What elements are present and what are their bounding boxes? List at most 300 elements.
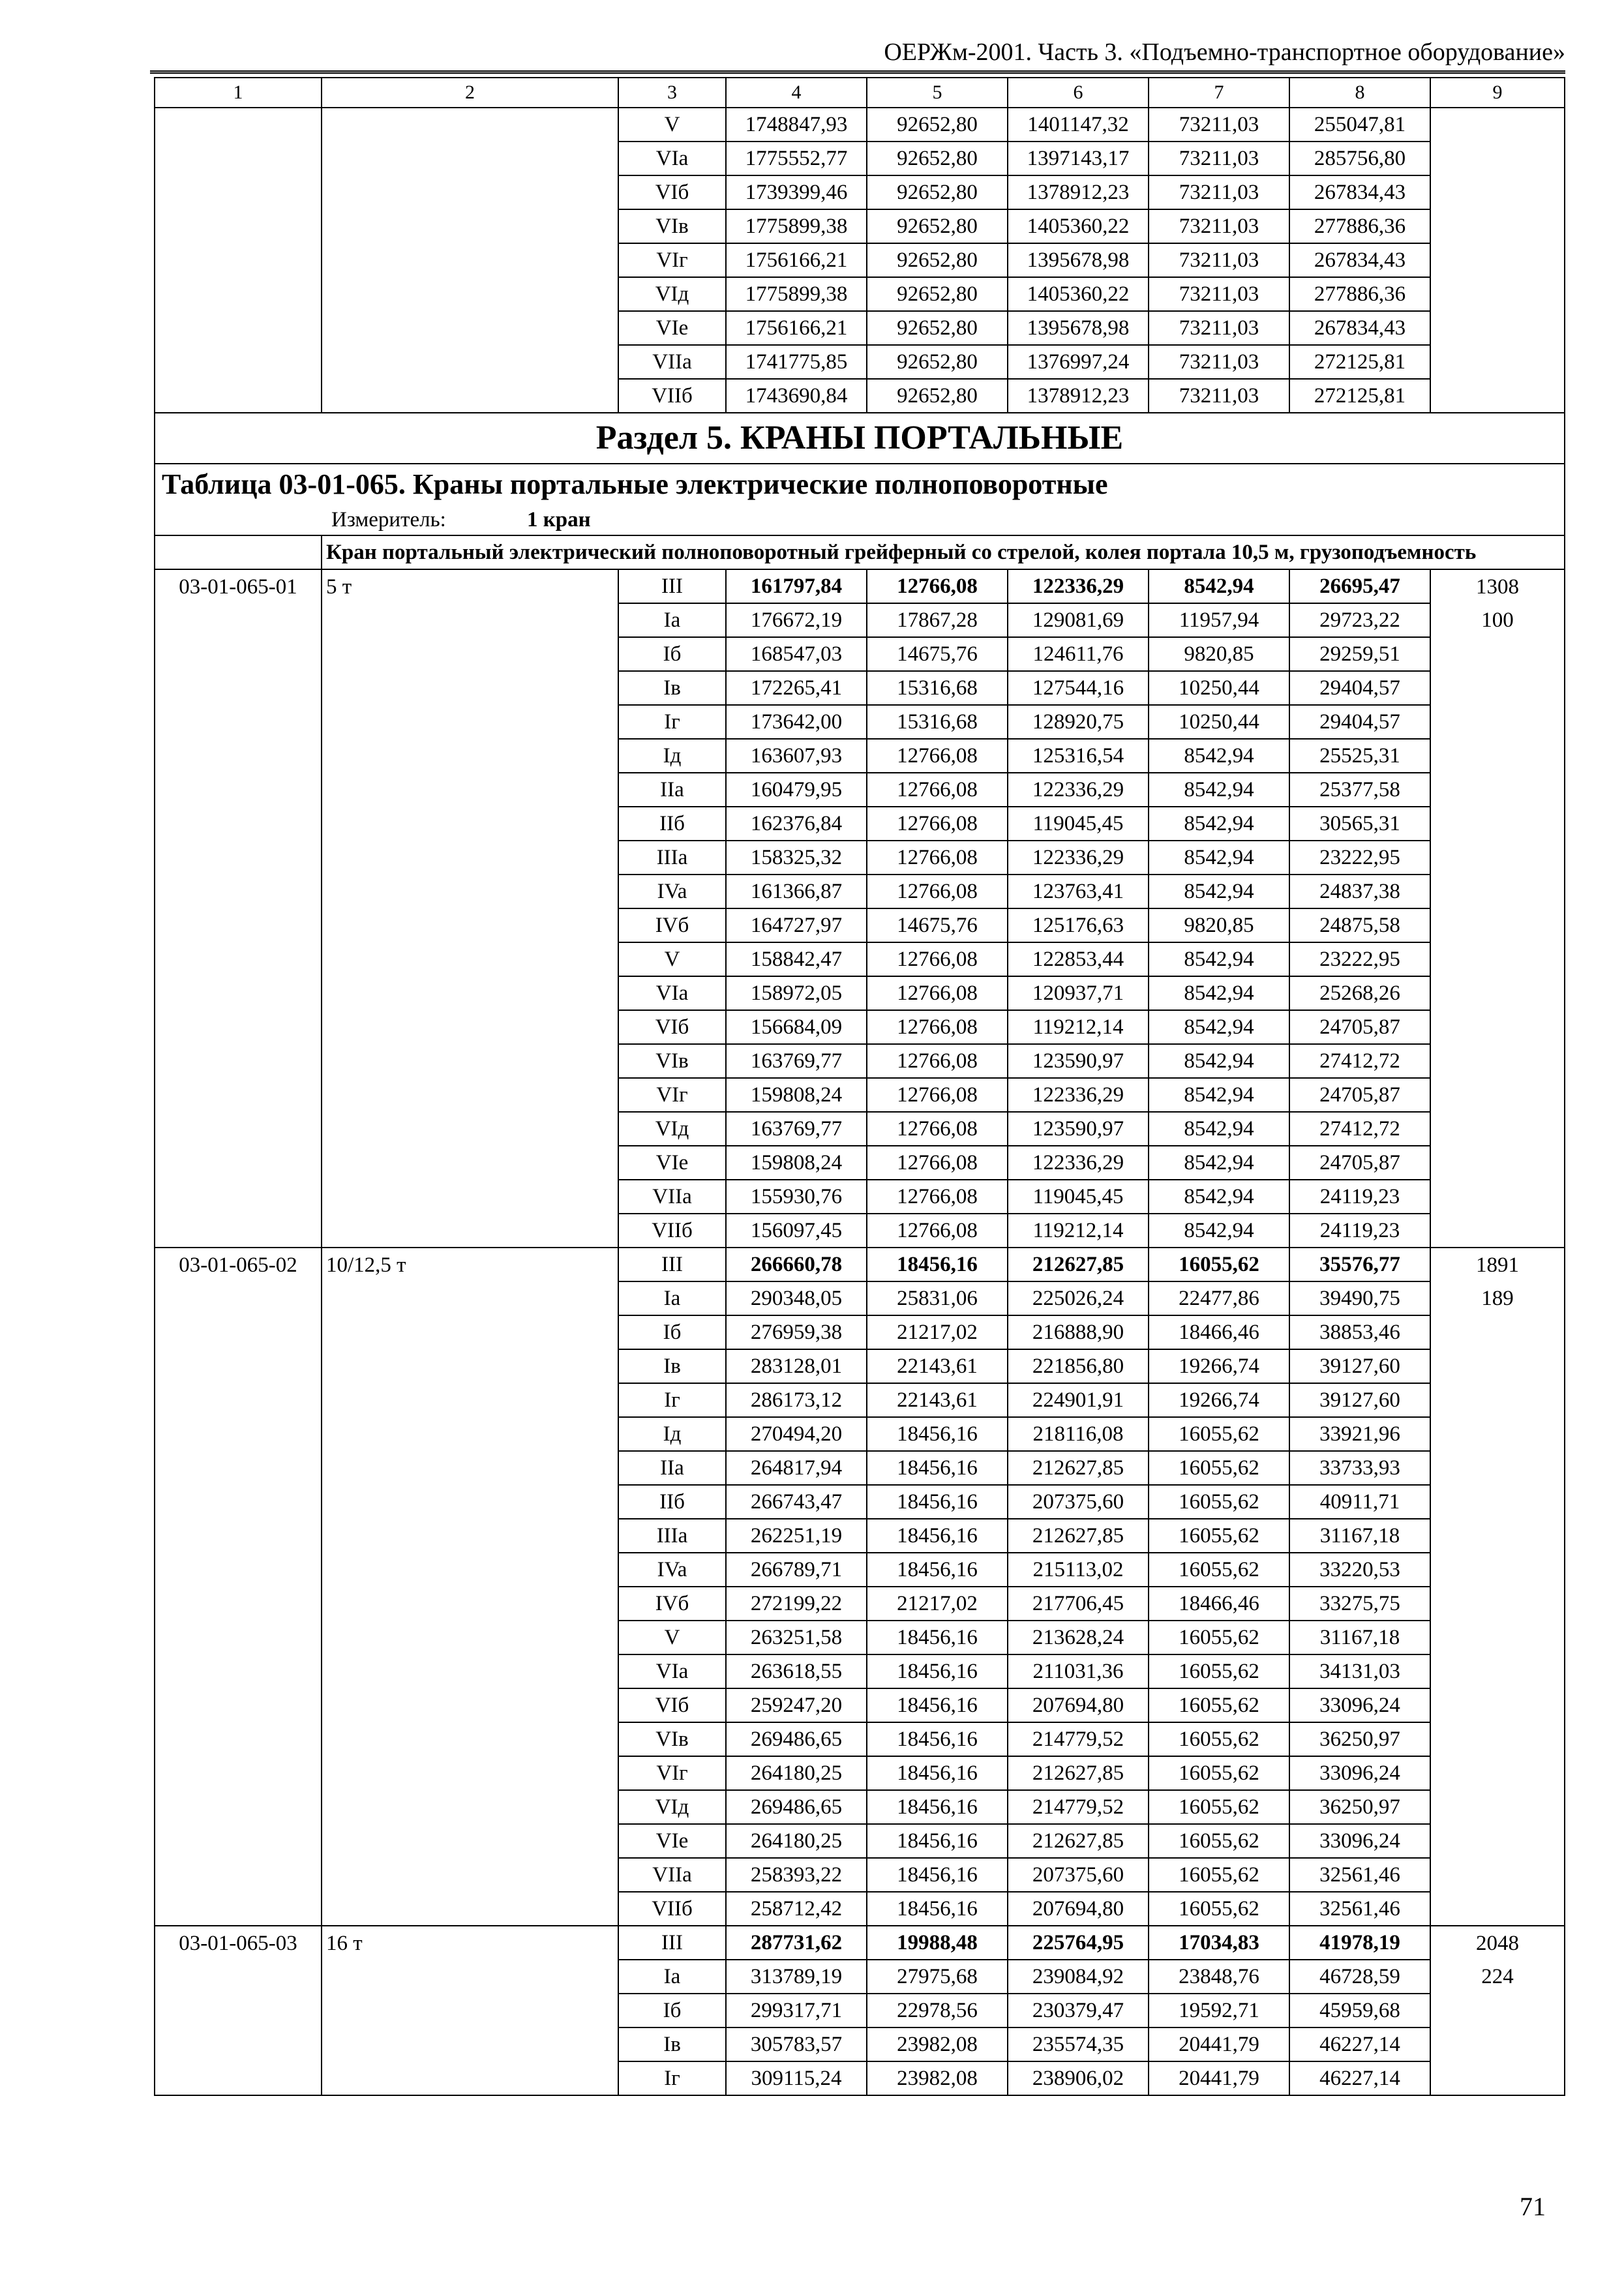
value-cell: 18466,46 bbox=[1149, 1587, 1289, 1621]
value-cell: 16055,62 bbox=[1149, 1790, 1289, 1824]
value-cell: 119212,14 bbox=[1008, 1010, 1149, 1044]
code-cell bbox=[155, 942, 322, 976]
value-cell: 9820,85 bbox=[1149, 908, 1289, 942]
value-cell: 73211,03 bbox=[1149, 142, 1289, 175]
value-cell: 19592,71 bbox=[1149, 1994, 1289, 2027]
code-cell bbox=[155, 1281, 322, 1315]
table-row bbox=[155, 1621, 1565, 1654]
code-cell bbox=[155, 705, 322, 739]
value-cell: 18456,16 bbox=[867, 1722, 1008, 1756]
value-cell: 164727,97 bbox=[726, 908, 867, 942]
value-cell: 215113,02 bbox=[1008, 1553, 1149, 1587]
zone-cell: VIв bbox=[618, 1722, 726, 1756]
value-cell: 305783,57 bbox=[726, 2027, 867, 2061]
value-cell: 16055,62 bbox=[1149, 1553, 1289, 1587]
value-cell: 235574,35 bbox=[1008, 2027, 1149, 2061]
table-row bbox=[155, 1485, 1565, 1519]
value-cell: 18456,16 bbox=[867, 1621, 1008, 1654]
name-cell bbox=[322, 807, 618, 841]
extra-cell bbox=[1430, 875, 1565, 908]
value-cell: 16055,62 bbox=[1149, 1824, 1289, 1858]
value-cell: 309115,24 bbox=[726, 2061, 867, 2095]
column-number: 4 bbox=[726, 78, 867, 108]
zone-cell: IVб bbox=[618, 1587, 726, 1621]
code-cell bbox=[155, 311, 322, 345]
value-cell: 156097,45 bbox=[726, 1214, 867, 1248]
value-cell: 1395678,98 bbox=[1008, 243, 1149, 277]
extra-cell bbox=[1430, 1112, 1565, 1146]
value-cell: 22143,61 bbox=[867, 1349, 1008, 1383]
value-cell: 12766,08 bbox=[867, 807, 1008, 841]
value-cell: 73211,03 bbox=[1149, 277, 1289, 311]
code-cell bbox=[155, 1858, 322, 1892]
extra-cell bbox=[1430, 1824, 1565, 1858]
table-row bbox=[155, 976, 1565, 1010]
value-cell: 25268,26 bbox=[1289, 976, 1430, 1010]
extra-cell bbox=[1430, 1553, 1565, 1587]
name-cell bbox=[322, 705, 618, 739]
value-cell: 270494,20 bbox=[726, 1417, 867, 1451]
section-row bbox=[155, 413, 1565, 464]
zone-cell: VIIa bbox=[618, 345, 726, 379]
name-cell bbox=[322, 379, 618, 413]
value-cell: 92652,80 bbox=[867, 345, 1008, 379]
name-cell bbox=[322, 1688, 618, 1722]
value-cell: 12766,08 bbox=[867, 1044, 1008, 1078]
value-cell: 24119,23 bbox=[1289, 1180, 1430, 1214]
name-cell bbox=[322, 908, 618, 942]
value-cell: 8542,94 bbox=[1149, 1112, 1289, 1146]
extra-cell bbox=[1430, 807, 1565, 841]
name-cell bbox=[322, 1824, 618, 1858]
code-cell bbox=[155, 976, 322, 1010]
value-cell: 18456,16 bbox=[867, 1688, 1008, 1722]
extra-cell bbox=[1430, 345, 1565, 379]
extra-cell bbox=[1430, 942, 1565, 976]
value-cell: 264180,25 bbox=[726, 1824, 867, 1858]
value-cell: 18456,16 bbox=[867, 1248, 1008, 1281]
value-cell: 92652,80 bbox=[867, 311, 1008, 345]
table-row bbox=[155, 1451, 1565, 1485]
value-cell: 23982,08 bbox=[867, 2027, 1008, 2061]
value-cell: 269486,65 bbox=[726, 1722, 867, 1756]
value-cell: 225764,95 bbox=[1008, 1926, 1149, 1960]
name-cell bbox=[322, 1960, 618, 1994]
code-cell bbox=[155, 671, 322, 705]
value-cell: 262251,19 bbox=[726, 1519, 867, 1553]
name-cell bbox=[322, 175, 618, 209]
value-cell: 272199,22 bbox=[726, 1587, 867, 1621]
value-cell: 313789,19 bbox=[726, 1960, 867, 1994]
code-cell bbox=[155, 1994, 322, 2027]
value-cell: 224901,91 bbox=[1008, 1383, 1149, 1417]
value-cell: 92652,80 bbox=[867, 243, 1008, 277]
value-cell: 20441,79 bbox=[1149, 2027, 1289, 2061]
value-cell: 124611,76 bbox=[1008, 637, 1149, 671]
extra-cell bbox=[1430, 1858, 1565, 1892]
column-number: 3 bbox=[618, 78, 726, 108]
code-cell bbox=[155, 1485, 322, 1519]
name-cell bbox=[322, 1756, 618, 1790]
value-cell: 16055,62 bbox=[1149, 1485, 1289, 1519]
value-cell: 290348,05 bbox=[726, 1281, 867, 1315]
table-row bbox=[155, 603, 1565, 637]
value-cell: 73211,03 bbox=[1149, 379, 1289, 413]
value-cell: 1405360,22 bbox=[1008, 277, 1149, 311]
name-cell bbox=[322, 841, 618, 875]
value-cell: 38853,46 bbox=[1289, 1315, 1430, 1349]
code-cell bbox=[155, 1451, 322, 1485]
zone-cell: VIг bbox=[618, 1756, 726, 1790]
value-cell: 12766,08 bbox=[867, 1146, 1008, 1180]
value-cell: 22477,86 bbox=[1149, 1281, 1289, 1315]
value-cell: 24875,58 bbox=[1289, 908, 1430, 942]
value-cell: 277886,36 bbox=[1289, 277, 1430, 311]
name-cell: 16 т bbox=[322, 1926, 618, 1960]
value-cell: 12766,08 bbox=[867, 739, 1008, 773]
zone-cell: VIд bbox=[618, 1112, 726, 1146]
value-cell: 17867,28 bbox=[867, 603, 1008, 637]
value-cell: 45959,68 bbox=[1289, 1994, 1430, 2027]
value-cell: 1741775,85 bbox=[726, 345, 867, 379]
zone-cell: VIд bbox=[618, 1790, 726, 1824]
name-cell bbox=[322, 1044, 618, 1078]
value-cell: 266789,71 bbox=[726, 1553, 867, 1587]
value-cell: 27412,72 bbox=[1289, 1112, 1430, 1146]
extra-cell: 2048 bbox=[1430, 1926, 1565, 1960]
value-cell: 73211,03 bbox=[1149, 345, 1289, 379]
value-cell: 24705,87 bbox=[1289, 1010, 1430, 1044]
zone-cell: Ia bbox=[618, 1281, 726, 1315]
code-cell bbox=[155, 1383, 322, 1417]
value-cell: 159808,24 bbox=[726, 1078, 867, 1112]
zone-cell: VIa bbox=[618, 1654, 726, 1688]
value-cell: 122336,29 bbox=[1008, 773, 1149, 807]
extra-cell bbox=[1430, 1417, 1565, 1451]
value-cell: 92652,80 bbox=[867, 379, 1008, 413]
value-cell: 1775552,77 bbox=[726, 142, 867, 175]
table-row bbox=[155, 1383, 1565, 1417]
column-number: 1 bbox=[155, 78, 322, 108]
code-cell bbox=[155, 1315, 322, 1349]
value-cell: 73211,03 bbox=[1149, 175, 1289, 209]
value-cell: 15316,68 bbox=[867, 671, 1008, 705]
value-cell: 18456,16 bbox=[867, 1417, 1008, 1451]
value-cell: 163607,93 bbox=[726, 739, 867, 773]
zone-cell: VIв bbox=[618, 209, 726, 243]
value-cell: 168547,03 bbox=[726, 637, 867, 671]
value-cell: 40911,71 bbox=[1289, 1485, 1430, 1519]
table-row bbox=[155, 739, 1565, 773]
name-cell bbox=[322, 1519, 618, 1553]
name-cell bbox=[322, 2061, 618, 2095]
code-cell: 03-01-065-03 bbox=[155, 1926, 322, 1960]
value-cell: 12766,08 bbox=[867, 875, 1008, 908]
value-cell: 160479,95 bbox=[726, 773, 867, 807]
zone-cell: IIa bbox=[618, 773, 726, 807]
page-number: 71 bbox=[1520, 2192, 1546, 2221]
table-row bbox=[155, 1349, 1565, 1383]
value-cell: 1405360,22 bbox=[1008, 209, 1149, 243]
value-cell: 23982,08 bbox=[867, 2061, 1008, 2095]
zone-cell: Iд bbox=[618, 1417, 726, 1451]
name-cell bbox=[322, 1281, 618, 1315]
table-row bbox=[155, 1044, 1565, 1078]
value-cell: 123763,41 bbox=[1008, 875, 1149, 908]
value-cell: 46728,59 bbox=[1289, 1960, 1430, 1994]
zone-cell: VIe bbox=[618, 311, 726, 345]
value-cell: 73211,03 bbox=[1149, 243, 1289, 277]
extra-cell: 224 bbox=[1430, 1960, 1565, 1994]
value-cell: 18456,16 bbox=[867, 1654, 1008, 1688]
extra-cell bbox=[1430, 1451, 1565, 1485]
value-cell: 18456,16 bbox=[867, 1790, 1008, 1824]
value-cell: 207375,60 bbox=[1008, 1858, 1149, 1892]
table-title-row bbox=[155, 464, 1565, 505]
name-cell bbox=[322, 1722, 618, 1756]
zone-cell: Iг bbox=[618, 2061, 726, 2095]
value-cell: 122336,29 bbox=[1008, 1078, 1149, 1112]
value-cell: 15316,68 bbox=[867, 705, 1008, 739]
extra-cell: 189 bbox=[1430, 1281, 1565, 1315]
value-cell: 24119,23 bbox=[1289, 1214, 1430, 1248]
extra-cell bbox=[1430, 908, 1565, 942]
zone-cell: IIIa bbox=[618, 841, 726, 875]
code-cell bbox=[155, 2061, 322, 2095]
name-cell bbox=[322, 942, 618, 976]
extra-cell bbox=[1430, 841, 1565, 875]
zone-cell: VIIб bbox=[618, 379, 726, 413]
value-cell: 266743,47 bbox=[726, 1485, 867, 1519]
table-row bbox=[155, 671, 1565, 705]
column-number: 8 bbox=[1289, 78, 1430, 108]
extra-cell bbox=[1430, 1010, 1565, 1044]
value-cell: 19266,74 bbox=[1149, 1383, 1289, 1417]
name-cell bbox=[322, 1383, 618, 1417]
name-cell bbox=[322, 209, 618, 243]
code-cell bbox=[155, 908, 322, 942]
zone-cell: VIд bbox=[618, 277, 726, 311]
value-cell: 8542,94 bbox=[1149, 739, 1289, 773]
value-cell: 1378912,23 bbox=[1008, 175, 1149, 209]
table-row bbox=[155, 1994, 1565, 2027]
code-cell bbox=[155, 1519, 322, 1553]
name-cell bbox=[322, 1112, 618, 1146]
value-cell: 218116,08 bbox=[1008, 1417, 1149, 1451]
table-row bbox=[155, 1756, 1565, 1790]
code-cell bbox=[155, 1587, 322, 1621]
value-cell: 125316,54 bbox=[1008, 739, 1149, 773]
name-cell bbox=[322, 1485, 618, 1519]
table-row bbox=[155, 569, 1565, 603]
zone-cell: VIв bbox=[618, 1044, 726, 1078]
name-cell bbox=[322, 311, 618, 345]
value-cell: 8542,94 bbox=[1149, 1010, 1289, 1044]
extra-cell bbox=[1430, 1383, 1565, 1417]
zone-cell: Ia bbox=[618, 1960, 726, 1994]
value-cell: 16055,62 bbox=[1149, 1621, 1289, 1654]
value-cell: 156684,09 bbox=[726, 1010, 867, 1044]
zone-cell: IVa bbox=[618, 875, 726, 908]
value-cell: 16055,62 bbox=[1149, 1519, 1289, 1553]
value-cell: 12766,08 bbox=[867, 1078, 1008, 1112]
code-cell bbox=[155, 739, 322, 773]
value-cell: 163769,77 bbox=[726, 1112, 867, 1146]
code-cell bbox=[155, 1722, 322, 1756]
value-cell: 18456,16 bbox=[867, 1756, 1008, 1790]
value-cell: 263251,58 bbox=[726, 1621, 867, 1654]
value-cell: 8542,94 bbox=[1149, 1214, 1289, 1248]
value-cell: 18456,16 bbox=[867, 1485, 1008, 1519]
value-cell: 1378912,23 bbox=[1008, 379, 1149, 413]
value-cell: 73211,03 bbox=[1149, 108, 1289, 142]
value-cell: 16055,62 bbox=[1149, 1756, 1289, 1790]
table-row bbox=[155, 1315, 1565, 1349]
extra-cell bbox=[1430, 243, 1565, 277]
value-cell: 269486,65 bbox=[726, 1790, 867, 1824]
value-cell: 119045,45 bbox=[1008, 807, 1149, 841]
zone-cell: Iв bbox=[618, 1349, 726, 1383]
value-cell: 123590,97 bbox=[1008, 1044, 1149, 1078]
name-cell bbox=[322, 277, 618, 311]
value-cell: 16055,62 bbox=[1149, 1654, 1289, 1688]
zone-cell: VIa bbox=[618, 976, 726, 1010]
value-cell: 207694,80 bbox=[1008, 1892, 1149, 1926]
value-cell: 16055,62 bbox=[1149, 1892, 1289, 1926]
rates-table bbox=[154, 77, 1565, 2096]
value-cell: 212627,85 bbox=[1008, 1756, 1149, 1790]
table-row bbox=[155, 1790, 1565, 1824]
value-cell: 31167,18 bbox=[1289, 1519, 1430, 1553]
value-cell: 119212,14 bbox=[1008, 1214, 1149, 1248]
name-cell bbox=[322, 1417, 618, 1451]
value-cell: 1756166,21 bbox=[726, 243, 867, 277]
value-cell: 23222,95 bbox=[1289, 841, 1430, 875]
value-cell: 31167,18 bbox=[1289, 1621, 1430, 1654]
table-row bbox=[155, 1722, 1565, 1756]
name-cell bbox=[322, 637, 618, 671]
zone-cell: VIIб bbox=[618, 1214, 726, 1248]
extra-cell bbox=[1430, 277, 1565, 311]
value-cell: 25525,31 bbox=[1289, 739, 1430, 773]
value-cell: 211031,36 bbox=[1008, 1654, 1149, 1688]
code-cell bbox=[155, 142, 322, 175]
name-cell bbox=[322, 603, 618, 637]
value-cell: 213628,24 bbox=[1008, 1621, 1149, 1654]
value-cell: 25377,58 bbox=[1289, 773, 1430, 807]
value-cell: 10250,44 bbox=[1149, 705, 1289, 739]
name-cell bbox=[322, 1790, 618, 1824]
table-row bbox=[155, 1553, 1565, 1587]
zone-cell: VIб bbox=[618, 1010, 726, 1044]
value-cell: 122336,29 bbox=[1008, 841, 1149, 875]
value-cell: 161366,87 bbox=[726, 875, 867, 908]
value-cell: 8542,94 bbox=[1149, 569, 1289, 603]
zone-cell: IIIa bbox=[618, 1519, 726, 1553]
table-row bbox=[155, 942, 1565, 976]
value-cell: 8542,94 bbox=[1149, 841, 1289, 875]
extra-cell bbox=[1430, 1621, 1565, 1654]
zone-cell: VIб bbox=[618, 1688, 726, 1722]
table-row bbox=[155, 209, 1565, 243]
code-cell bbox=[155, 1621, 322, 1654]
table-row bbox=[155, 1010, 1565, 1044]
value-cell: 12766,08 bbox=[867, 1112, 1008, 1146]
table-row bbox=[155, 1688, 1565, 1722]
zone-cell: VIe bbox=[618, 1824, 726, 1858]
value-cell: 18456,16 bbox=[867, 1553, 1008, 1587]
table-row bbox=[155, 1214, 1565, 1248]
value-cell: 73211,03 bbox=[1149, 311, 1289, 345]
value-cell: 16055,62 bbox=[1149, 1451, 1289, 1485]
name-cell: 10/12,5 т bbox=[322, 1248, 618, 1281]
value-cell: 255047,81 bbox=[1289, 108, 1430, 142]
value-cell: 39127,60 bbox=[1289, 1383, 1430, 1417]
extra-cell bbox=[1430, 1892, 1565, 1926]
extra-cell bbox=[1430, 637, 1565, 671]
value-cell: 123590,97 bbox=[1008, 1112, 1149, 1146]
value-cell: 33275,75 bbox=[1289, 1587, 1430, 1621]
value-cell: 12766,08 bbox=[867, 1010, 1008, 1044]
code-cell bbox=[155, 209, 322, 243]
value-cell: 277886,36 bbox=[1289, 209, 1430, 243]
value-cell: 92652,80 bbox=[867, 209, 1008, 243]
value-cell: 18456,16 bbox=[867, 1858, 1008, 1892]
value-cell: 26695,47 bbox=[1289, 569, 1430, 603]
table-row bbox=[155, 1824, 1565, 1858]
value-cell: 29259,51 bbox=[1289, 637, 1430, 671]
extra-cell: 1891 bbox=[1430, 1248, 1565, 1281]
extra-cell bbox=[1430, 108, 1565, 142]
value-cell: 163769,77 bbox=[726, 1044, 867, 1078]
extra-cell bbox=[1430, 705, 1565, 739]
value-cell: 258712,42 bbox=[726, 1892, 867, 1926]
code-cell bbox=[155, 379, 322, 413]
table-row bbox=[155, 1926, 1565, 1960]
table-row bbox=[155, 1960, 1565, 1994]
name-cell bbox=[322, 1654, 618, 1688]
name-cell bbox=[322, 1214, 618, 1248]
code-cell bbox=[155, 2027, 322, 2061]
code-cell bbox=[155, 1078, 322, 1112]
value-cell: 92652,80 bbox=[867, 277, 1008, 311]
value-cell: 19988,48 bbox=[867, 1926, 1008, 1960]
value-cell: 22143,61 bbox=[867, 1383, 1008, 1417]
code-cell bbox=[155, 841, 322, 875]
name-cell bbox=[322, 1994, 618, 2027]
name-cell bbox=[322, 1451, 618, 1485]
value-cell: 33921,96 bbox=[1289, 1417, 1430, 1451]
zone-cell: V bbox=[618, 108, 726, 142]
table-row bbox=[155, 345, 1565, 379]
extra-cell bbox=[1430, 1349, 1565, 1383]
value-cell: 212627,85 bbox=[1008, 1519, 1149, 1553]
table-row bbox=[155, 2027, 1565, 2061]
name-cell bbox=[322, 1349, 618, 1383]
extra-cell bbox=[1430, 976, 1565, 1010]
value-cell: 33096,24 bbox=[1289, 1756, 1430, 1790]
value-cell: 24705,87 bbox=[1289, 1078, 1430, 1112]
code-cell bbox=[155, 243, 322, 277]
value-cell: 176672,19 bbox=[726, 603, 867, 637]
zone-cell: Iг bbox=[618, 705, 726, 739]
value-cell: 8542,94 bbox=[1149, 1078, 1289, 1112]
value-cell: 264180,25 bbox=[726, 1756, 867, 1790]
page-header: ОЕРЖм-2001. Часть 3. «Подъемно-транспортное оборудование» bbox=[150, 38, 1565, 74]
code-cell bbox=[155, 1654, 322, 1688]
table-row bbox=[155, 1892, 1565, 1926]
value-cell: 73211,03 bbox=[1149, 209, 1289, 243]
